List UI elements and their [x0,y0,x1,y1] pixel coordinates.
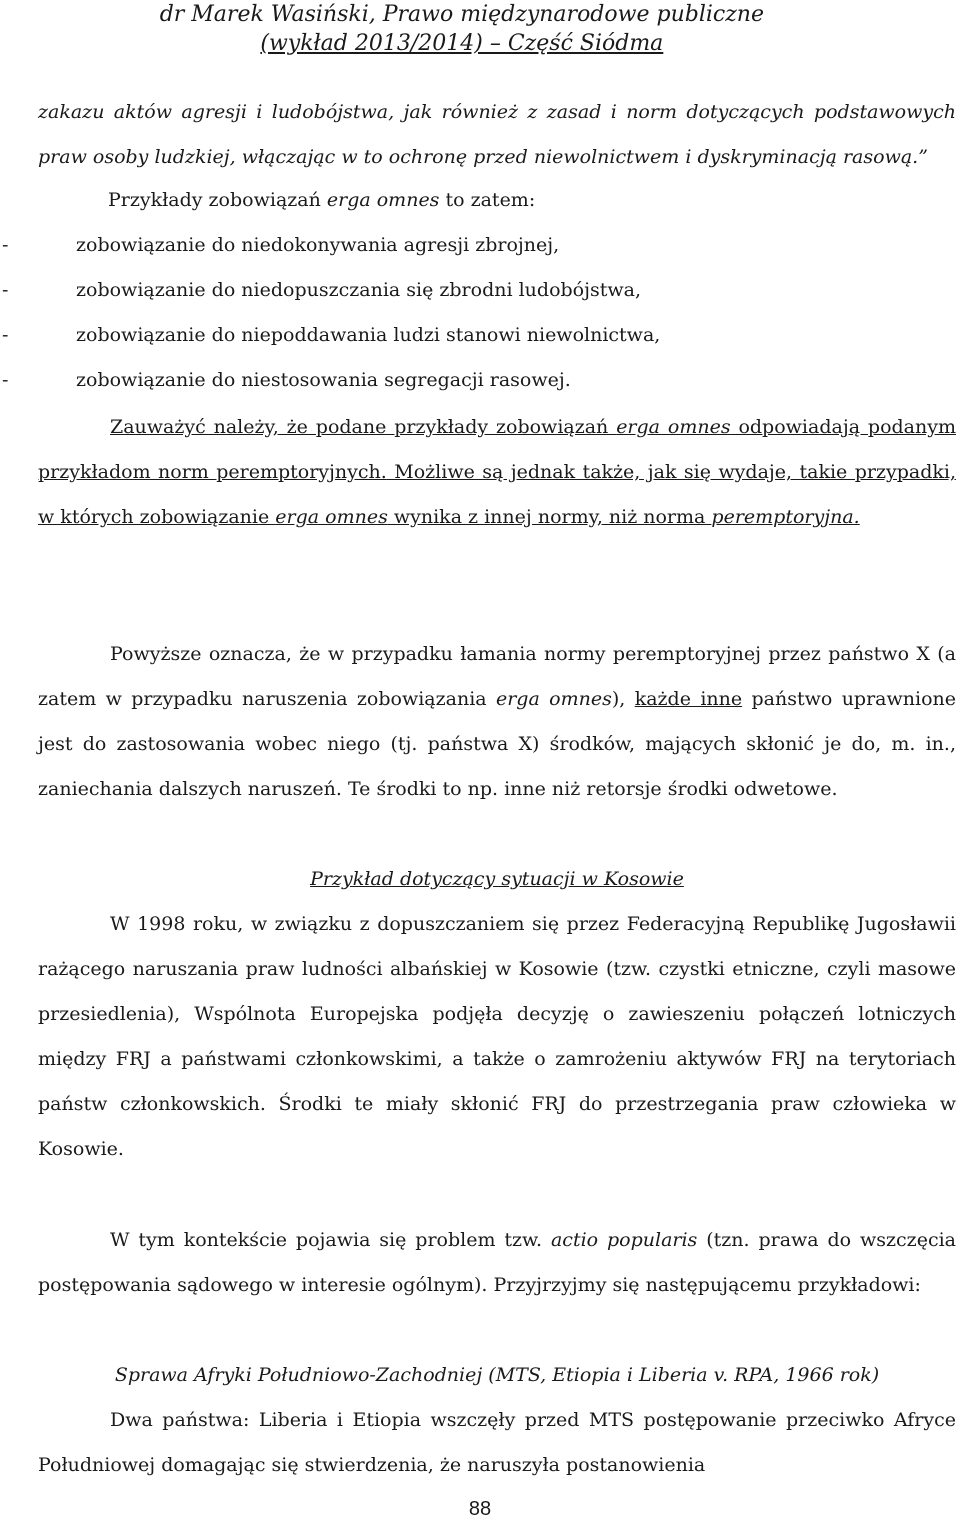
note-term-2: erga omnes [275,506,388,528]
actio-term: actio popularis [550,1229,698,1251]
list-dash: - [2,279,9,301]
intro-text: zakazu aktów agresji i ludobójstwa, jak również z zasad i norm dotyczących podstawowych praw osoby ludzkiej, włączając w to ochronę przed niewolnictwem i dyskryminacją rasową.” [38,101,956,168]
note-term-3: peremptoryjna. [711,506,860,528]
kosovo-title [38,857,956,902]
actio-text-2: (tzn. prawa do wszczęcia postępowania sądowego w interesie ogólnym). Przyjrzyjmy się następującemu przykładowi: [38,1229,956,1296]
kosovo-title-text: Przykład dotyczący sytuacji w Kosowie [310,868,684,890]
list-dash: - [2,369,9,391]
examples-term: erga omnes [326,189,440,211]
note-term-1: erga omnes [616,416,731,438]
consequence-underlined: każde inne [634,688,743,710]
list-item-text: zobowiązanie do niedokonywania agresji zbrojnej, [76,234,560,256]
note-text-1: Zauważyć należy, że podane przykłady zobowiązań [110,416,617,438]
case-paragraph [38,1398,956,1488]
header-line-2: (wykład 2013/2014) – Część Siódma [260,31,664,56]
page-header [160,0,764,58]
consequence-text-2: ), [611,688,635,710]
list-item [0,268,960,313]
list-dash: - [2,234,9,256]
kosovo-paragraph [38,902,956,1172]
case-text: Dwa państwa: Liberia i Etiopia wszczęły przed MTS postępowanie przeciwko Afryce Południowej domagając się stwierdzenia, że naruszyła postanowienia [38,1409,956,1476]
consequence-paragraph [38,632,956,812]
list-item [0,223,960,268]
note-text-3: Możliwe są jednak także, jak się wydaje, takie przypadki, w których zobowiązanie [38,461,956,528]
consequence-text-3: państwo uprawnione jest do zastosowania wobec niego (tj. państwa X) środków, mających skłonić je do, m. in., zaniechania dalszych naruszeń. Te środki to np. inne niż retorsje środki odwetowe. [38,688,957,800]
list-dash: - [2,324,9,346]
note-text-2: odpowiadają podanym przykładom norm peremptoryjnych. [38,416,956,483]
actio-text-1: W tym kontekście pojawia się problem tzw. [110,1229,551,1251]
list-item [0,358,960,403]
consequence-text-1: Powyższe oznacza, że w przypadku łamania normy peremptoryjnej przez państwo X (a zatem w przypadku naruszenia zobowiązania [38,643,956,710]
list-item-text: zobowiązanie do niepoddawania ludzi stanowi niewolnictwa, [76,324,661,346]
list-item-text: zobowiązanie do niestosowania segregacji rasowej. [76,369,571,391]
intro-quote [38,90,956,180]
kosovo-text: W 1998 roku, w związku z dopuszczaniem się przez Federacyjną Republikę Jugosławii rażącego naruszania praw ludności albańskiej w Kosowie (tzw. czystki etniczne, czyli masowe przesiedlenia), Wspólnota Europejska podjęła decyzję o zawieszeniu połączeń lotniczych między FRJ a państwami członkowskimi, a także o zamrożeniu aktywów FRJ na terytoriach państw członkowskich. Środki te miały skłonić FRJ do przestrzegania praw człowieka w Kosowie. [38,913,956,1160]
note-paragraph [38,405,956,540]
note-text-4: wynika z innej normy, niż norma [387,506,712,528]
examples-suffix: to zatem: [439,189,536,211]
page-number: 88 [468,1498,492,1520]
consequence-term: erga omnes [495,688,612,710]
header-line-1: dr Marek Wasiński, Prawo międzynarodowe publiczne [159,2,764,27]
case-title [38,1353,956,1398]
list-item [0,313,960,358]
examples-intro [38,178,956,223]
examples-prefix: Przykłady zobowiązań [108,189,327,211]
examples-list [0,223,960,403]
actio-paragraph [38,1218,956,1308]
list-item-text: zobowiązanie do niedopuszczania się zbrodni ludobójstwa, [76,279,642,301]
case-title-text: Sprawa Afryki Południowo-Zachodniej (MTS, Etiopia i Liberia v. RPA, 1966 rok) [114,1364,880,1386]
